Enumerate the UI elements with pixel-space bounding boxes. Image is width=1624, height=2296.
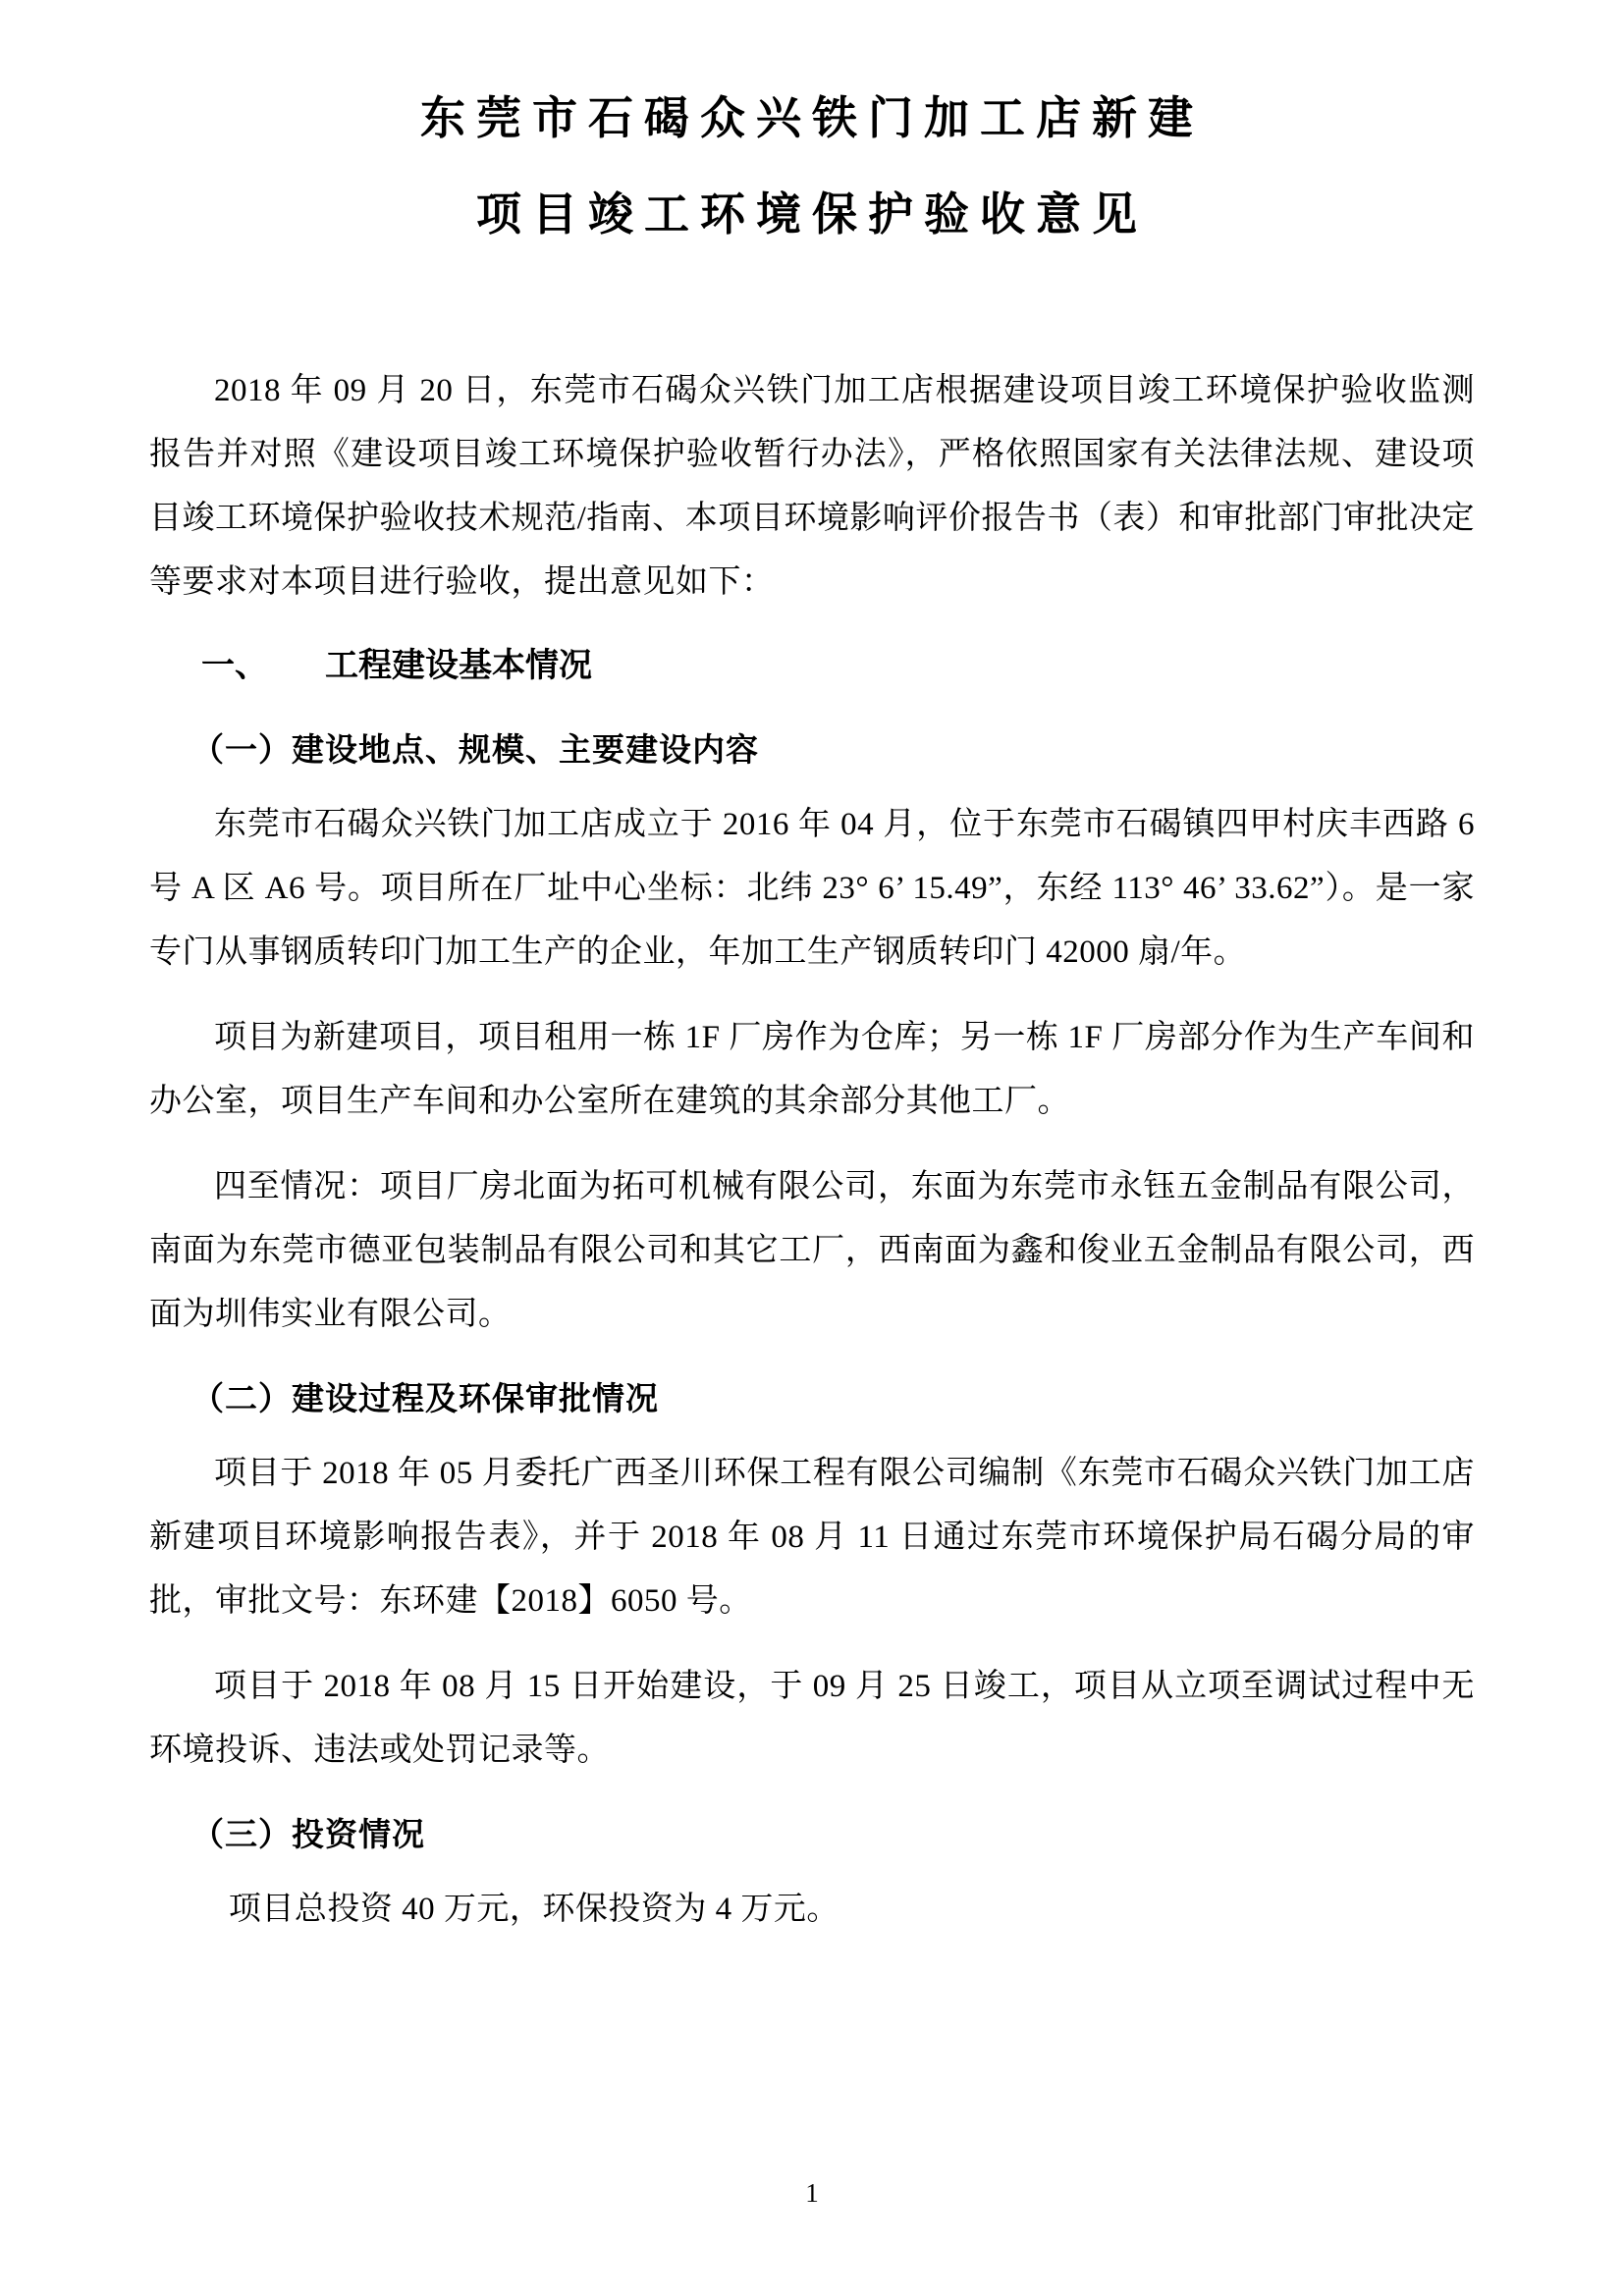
subsection-3-heading: （三）投资情况 — [191, 1818, 425, 1853]
paragraph-approval-2: 项目于 2018 年 08 月 15 日开始建设，于 09 月 25 日竣工，项目从立项至调试过程中无环境投诉、违法或处罚记录等。 — [149, 1669, 1475, 1768]
document-title-line-1: 东莞市石碣众兴铁门加工店新建 — [420, 93, 1204, 143]
document-title-line-2: 项目竣工环境保护验收意见 — [476, 189, 1148, 240]
document-content — [149, 0, 1475, 1942]
page-number: 1 — [805, 2178, 819, 2208]
subsection-2-heading: （二）建设过程及环保审批情况 — [191, 1382, 659, 1417]
paragraph-location-scale-2: 项目为新建项目，项目租用一栋 1F 厂房作为仓库；另一栋 1F 厂房部分作为生产车间和办公室，项目生产车间和办公室所在建筑的其余部分其他工厂。 — [149, 1020, 1475, 1119]
paragraph-approval-1: 项目于 2018 年 05 月委托广西圣川环保工程有限公司编制《东莞市石碣众兴铁门加工店新建项目环境影响报告表》，并于 2018 年 08 月 11 日通过东莞市环境保护局石碣分局的审批，审批文号：东环建【2018】6050 号。 — [149, 1456, 1475, 1619]
document-title — [149, 0, 1475, 263]
intro-paragraph: 2018 年 09 月 20 日，东莞市石碣众兴铁门加工店根据建设项目竣工环境保护验收监测报告并对照《建设项目竣工环境保护验收暂行办法》，严格依照国家有关法律法规、建设项目竣工环境保护验收技术规范/指南、本项目环境影响评价报告书（表）和审批部门审批决定等要求对本项目进行验收，提出意见如下： — [149, 373, 1475, 600]
paragraph-location-scale-1: 东莞市石碣众兴铁门加工店成立于 2016 年 04 月，位于东莞市石碣镇四甲村庆丰西路 6 号 A 区 A6 号。项目所在厂址中心坐标：北纬 23° 6’ 15.49”，东经 113° 46’ 33.62”）。是一家专门从事钢质转印门加工生产的企业，年加工生产钢质转印门 42000 扇/年。 — [149, 807, 1475, 970]
section-1-number: 一、 — [201, 648, 268, 684]
section-1-title: 工程建设基本情况 — [325, 648, 592, 684]
section-1-heading — [149, 634, 1475, 698]
paragraph-investment: 项目总投资 40 万元，环保投资为 4 万元。 — [228, 1892, 839, 1927]
subsection-1-heading: （一）建设地点、规模、主要建设内容 — [191, 733, 759, 769]
paragraph-location-scale-3: 四至情况：项目厂房北面为拓可机械有限公司，东面为东莞市永钰五金制品有限公司，南面为东莞市德亚包装制品有限公司和其它工厂，西南面为鑫和俊业五金制品有限公司，西面为圳伟实业有限公司。 — [149, 1169, 1475, 1332]
